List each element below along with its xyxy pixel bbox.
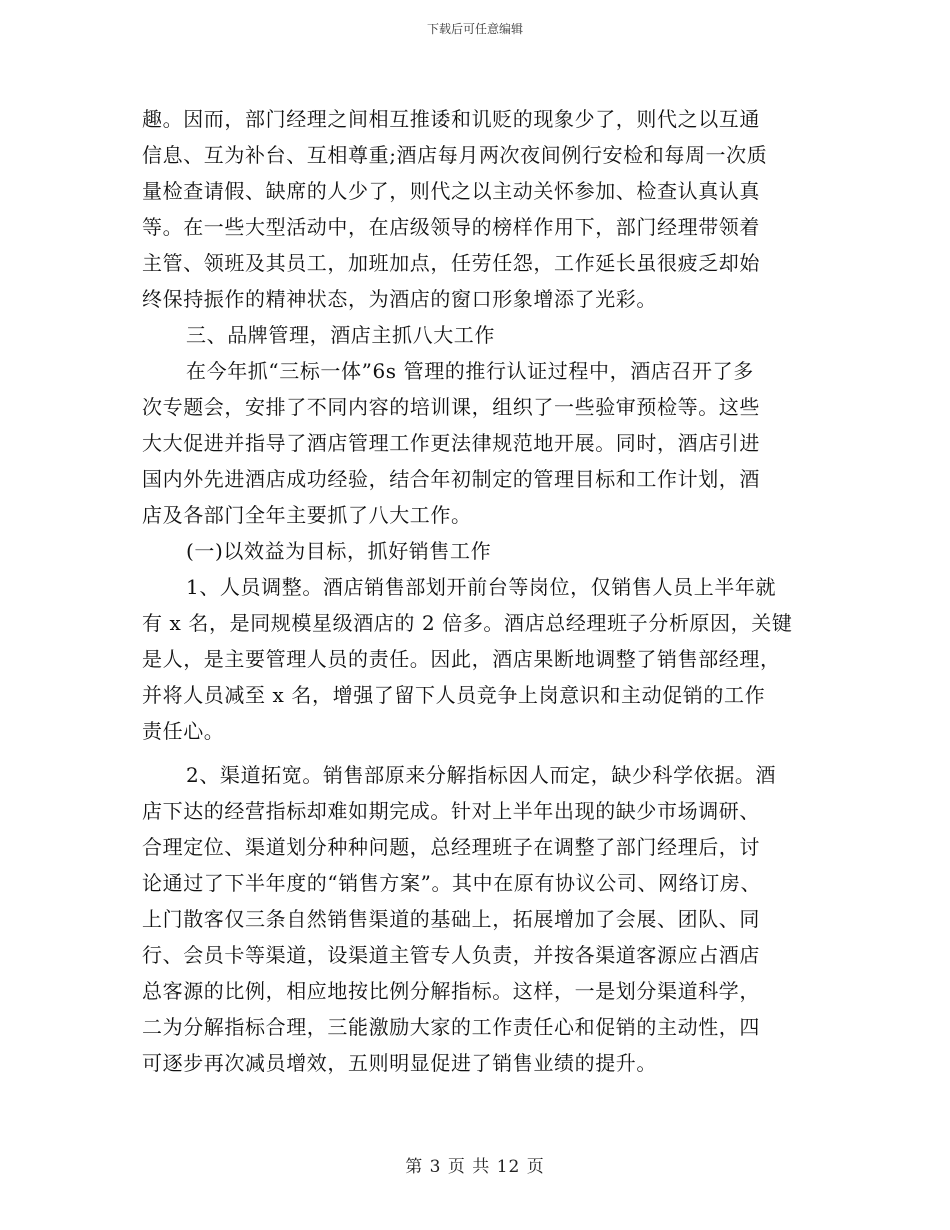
body-line: 大大促进并指导了酒店管理工作更法律规范地开展。同时，酒店引进 [142, 431, 760, 455]
body-line: 上门散客仅三条自然销售渠道的基础上，拓展增加了会展、团队、同 [142, 907, 760, 931]
body-line: 并将人员减至 x 名，增强了留下人员竞争上岗意识和主动促销的工作 [142, 683, 766, 707]
page-number-footer: 第 3 页 共 12 页 [405, 1157, 545, 1177]
body-line: 趣。因而，部门经理之间相互推诿和讥贬的现象少了，则代之以互通 [142, 107, 760, 131]
body-line: 主管、领班及其员工，加班加点，任劳任怨，工作延长虽很疲乏却始 [142, 251, 760, 275]
body-line: 等。在一些大型活动中，在店级领导的榜样作用下，部门经理带领着 [142, 215, 760, 239]
body-line: 是人，是主要管理人员的责任。因此，酒店果断地调整了销售部经理， [142, 647, 781, 671]
body-line: 责任心。 [142, 719, 225, 743]
body-line: 终保持振作的精神状态，为酒店的窗口形象增添了光彩。 [142, 287, 657, 311]
body-line: 1、人员调整。酒店销售部划开前台等岗位，仅销售人员上半年就 [186, 575, 777, 599]
section-heading: 三、品牌管理，酒店主抓八大工作 [186, 323, 495, 347]
body-line: 量检查请假、缺席的人少了，则代之以主动关怀参加、检查认真认真 [142, 179, 760, 203]
body-line: 2、渠道拓宽。销售部原来分解指标因人而定，缺少科学依据。酒 [186, 763, 777, 787]
body-line: 二为分解指标合理，三能激励大家的工作责任心和促销的主动性，四 [142, 1015, 760, 1039]
body-line: 可逐步再次减员增效，五则明显促进了销售业绩的提升。 [142, 1051, 657, 1075]
body-line: 总客源的比例，相应地按比例分解指标。这样，一是划分渠道科学， [142, 979, 760, 1003]
body-line: 在今年抓“三标一体”6s 管理的推行认证过程中，酒店召开了多 [186, 359, 754, 383]
body-line: 行、会员卡等渠道，设渠道主管专人负责，并按各渠道客源应占酒店 [142, 943, 760, 967]
body-line: 店及各部门全年主要抓了八大工作。 [142, 503, 472, 527]
subsection-heading: (一)以效益为目标，抓好销售工作 [186, 539, 492, 563]
body-line: 论通过了下半年度的“销售方案”。其中在原有协议公司、网络订房、 [142, 871, 762, 895]
body-line: 店下达的经营指标却难如期完成。针对上半年出现的缺少市场调研、 [142, 799, 760, 823]
body-line: 信息、互为补台、互相尊重;酒店每月两次夜间例行安检和每周一次质 [142, 143, 768, 167]
body-line: 有 x 名，是同规模星级酒店的 2 倍多。酒店总经理班子分析原因，关键 [142, 611, 793, 635]
body-text [142, 101, 812, 1081]
body-line: 合理定位、渠道划分种种问题，总经理班子在调整了部门经理后，讨 [142, 835, 760, 859]
body-line: 国内外先进酒店成功经验，结合年初制定的管理目标和工作计划，酒 [142, 467, 760, 491]
body-line: 次专题会，安排了不同内容的培训课，组织了一些验审预检等。这些 [142, 395, 760, 419]
page-header: 下载后可任意编辑 [426, 22, 523, 36]
